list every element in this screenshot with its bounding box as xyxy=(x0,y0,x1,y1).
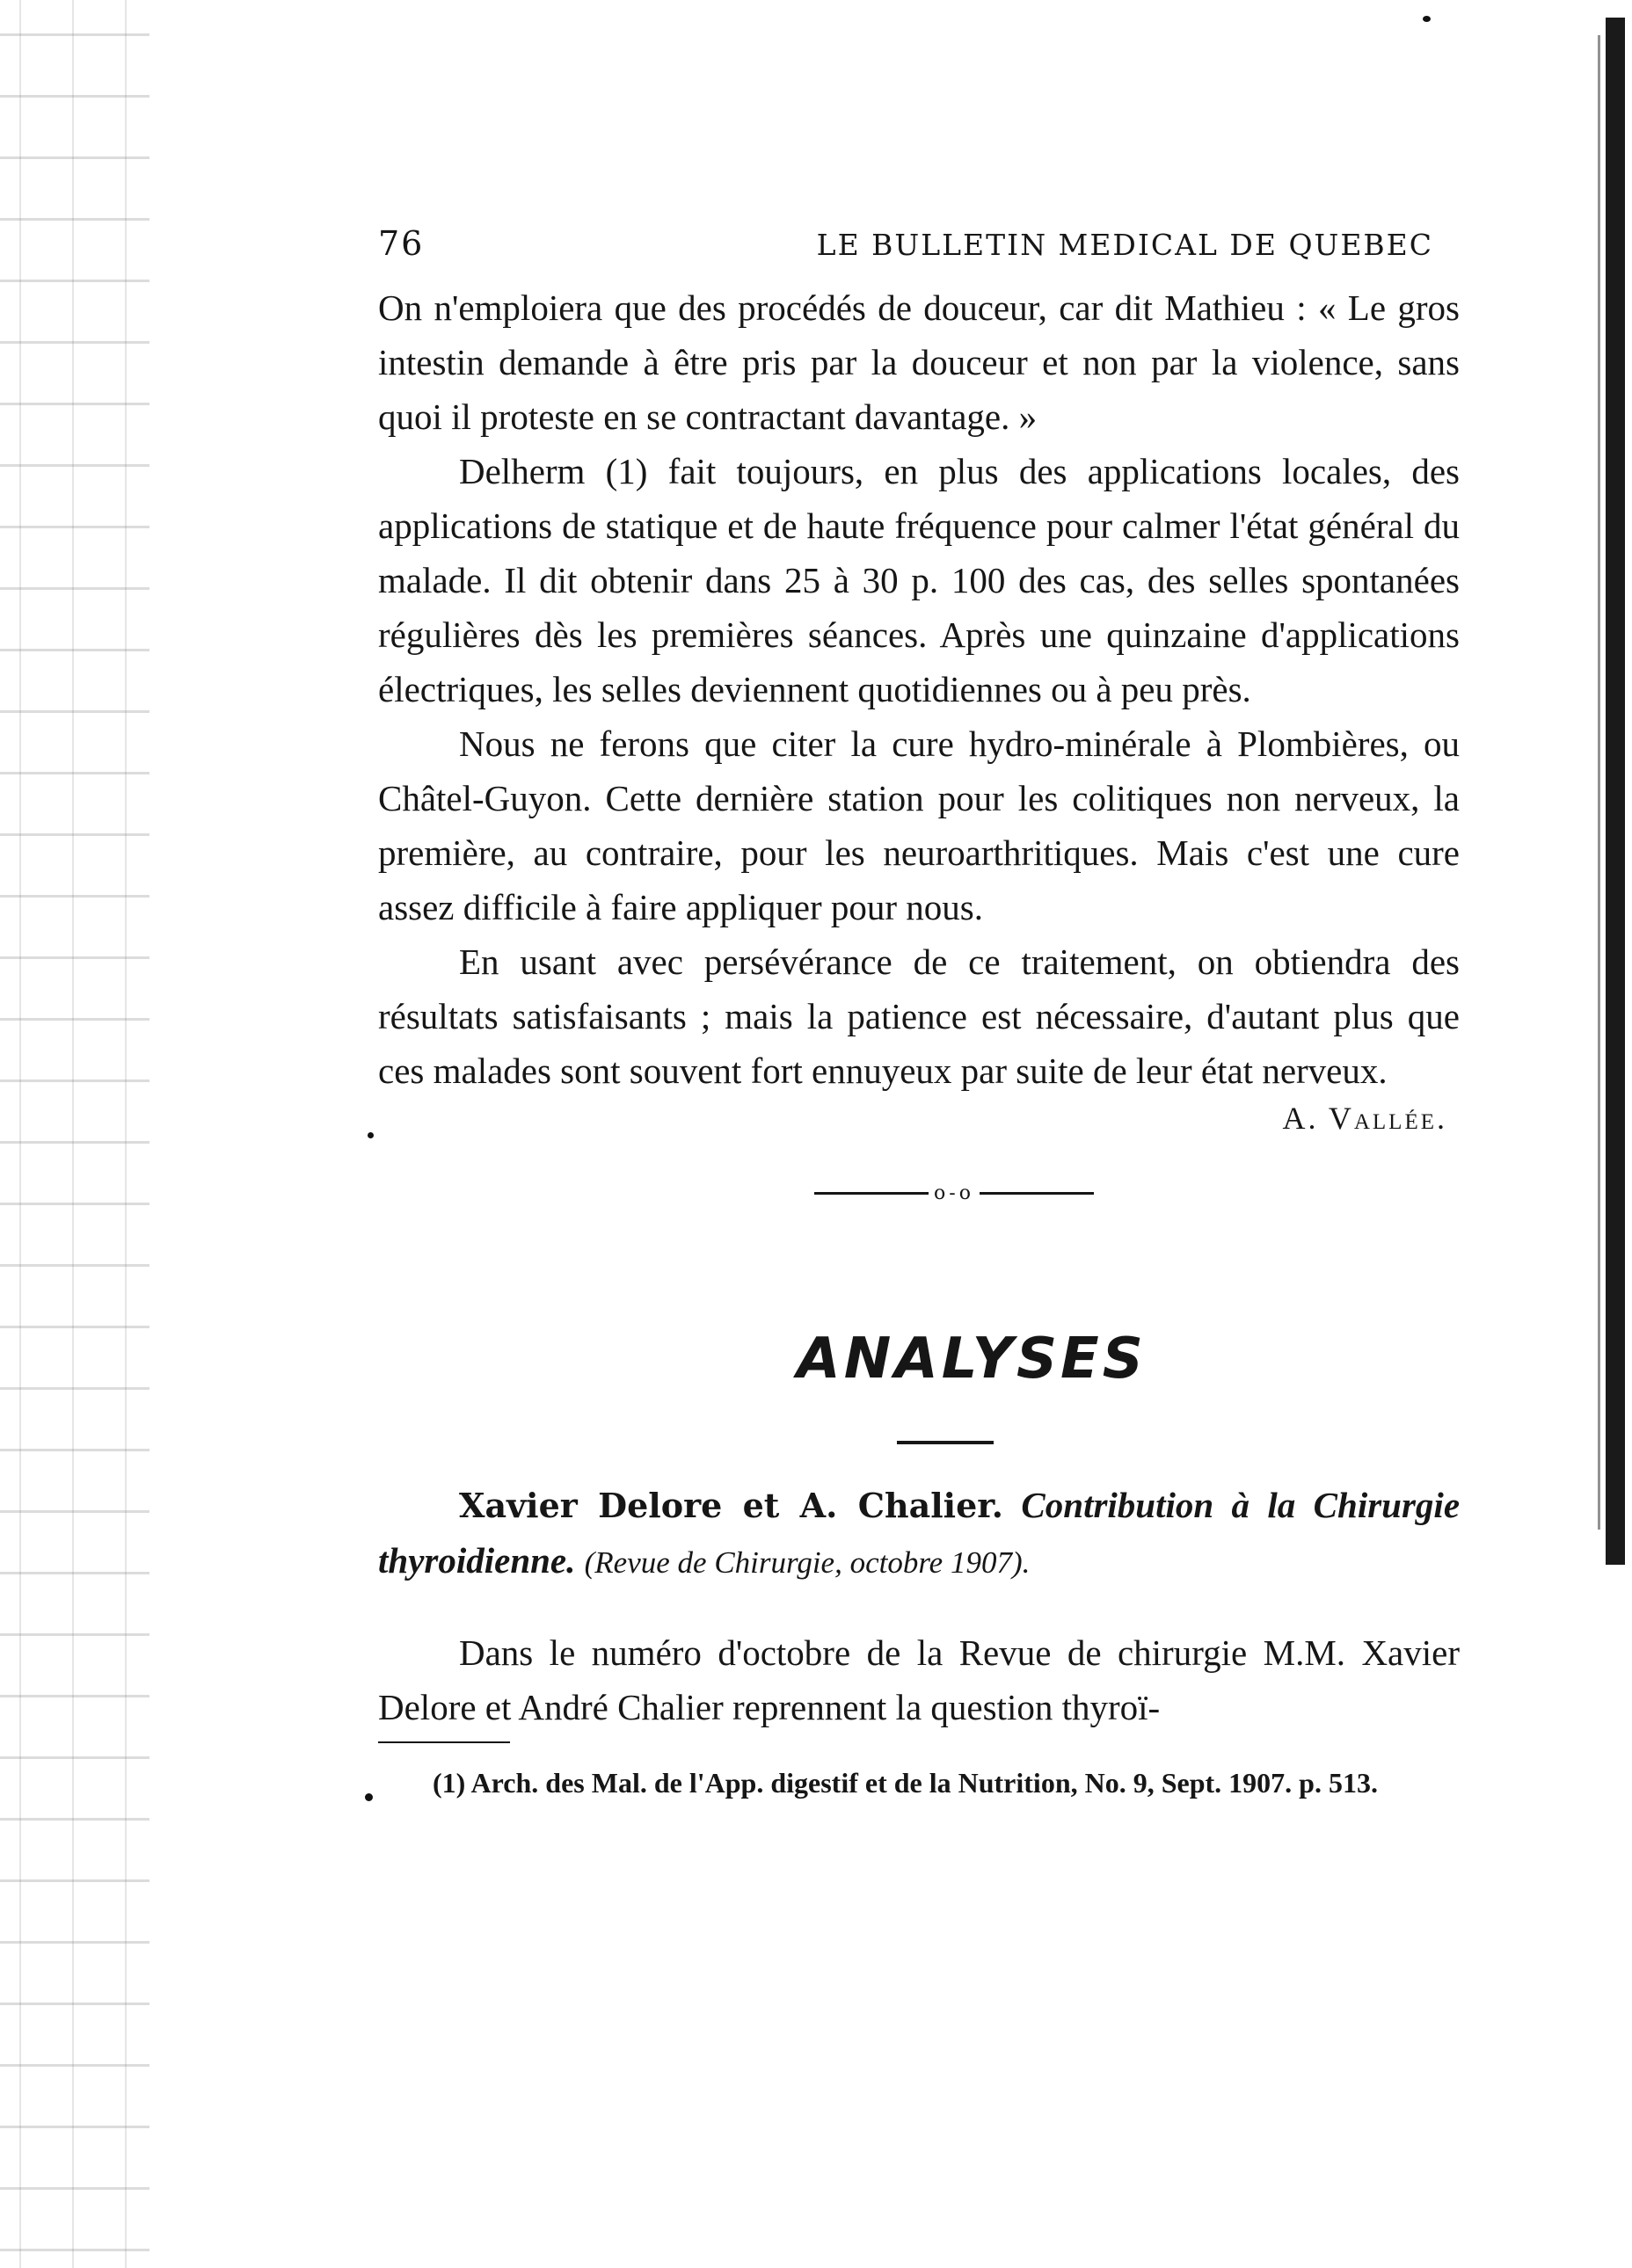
separator-ornament: o-o xyxy=(934,1181,974,1204)
scan-speck xyxy=(365,1793,373,1801)
separator-line xyxy=(814,1192,929,1195)
paragraph: Delherm (1) fait toujours, en plus des applications locales, des applications de statique et de haute fréquence pour calmer l'état général du malade. Il dit obtenir dans 25 à 30 p. 100 des cas, des selles spontanées régulières dès les premières séances. Après une quinzaine d'applications électriques, les selles deviennent quotidiennes ou à peu près. xyxy=(378,451,1460,709)
scan-speck xyxy=(1423,16,1431,22)
paragraph: On n'emploiera que des procédés de douceur, car dit Mathieu : « Le gros intestin demande à être pris par la douceur et non par la violence, sans quoi il proteste en se contractant davantage. » xyxy=(378,287,1460,437)
separator-line xyxy=(980,1192,1094,1195)
citation-work: Contribution à la Chirurgie thyroidienne. xyxy=(378,1485,1461,1581)
scan-edge-right xyxy=(1606,18,1625,1565)
citation xyxy=(378,1478,1460,1590)
article-body xyxy=(378,277,1460,1098)
document-page xyxy=(378,224,1460,1805)
citation-authors: Xavier Delore et A. Chalier. xyxy=(459,1486,1004,1525)
section-separator xyxy=(448,1175,1460,1210)
scan-margin-left xyxy=(0,0,149,2268)
running-title: LE BULLETIN MEDICAL DE QUEBEC xyxy=(816,228,1433,262)
scan-edge-right-line xyxy=(1598,35,1600,1530)
paragraph: Dans le numéro d'octobre de la Revue de chirurgie M.M. Xavier Delore et André Chalier reprennent la question thyroï- xyxy=(378,1632,1460,1727)
section-body xyxy=(378,1622,1460,1734)
footnote-rule xyxy=(378,1741,510,1743)
paragraph: Nous ne ferons que citer la cure hydro-minérale à Plombières, ou Châtel-Guyon. Cette dernière station pour les colitiques non nerveux, la première, au contraire, pour les neuroarthritiques. Mais c'est une cure assez difficile à faire appliquer pour nous. xyxy=(378,723,1460,927)
footnote: (1) Arch. des Mal. de l'App. digestif et de la Nutrition, No. 9, Sept. 1907. p. 513. xyxy=(433,1767,1378,1799)
section-title: ANALYSES xyxy=(797,1327,1147,1392)
paragraph: En usant avec persévérance de ce traitement, on obtiendra des résultats satisfaisants ; mais la patience est nécessaire, d'autant plus que ces malades sont souvent fort ennuyeux par suite de leur état nerveux. xyxy=(378,941,1460,1091)
running-header xyxy=(378,224,1460,277)
scan-speck xyxy=(368,1132,374,1138)
author-signature: A. Vallée. xyxy=(1282,1101,1447,1136)
page-number: 76 xyxy=(378,224,425,263)
title-rule xyxy=(897,1441,994,1444)
citation-source: (Revue de Chirurgie, octobre 1907). xyxy=(584,1545,1031,1580)
